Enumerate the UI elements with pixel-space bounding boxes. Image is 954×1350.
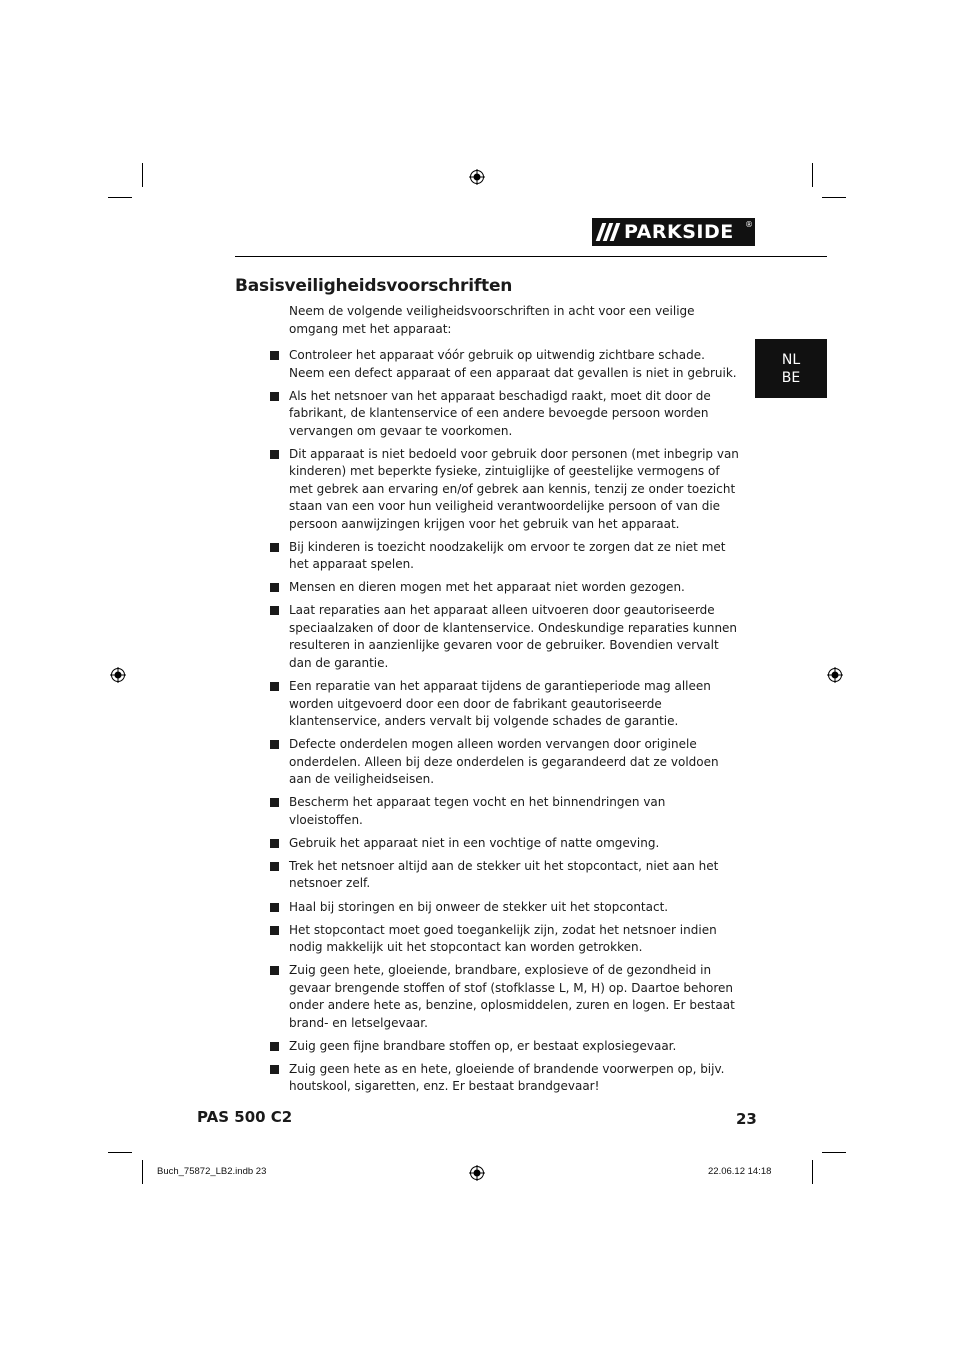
square-bullet-icon [270, 450, 279, 459]
list-item [270, 388, 740, 441]
registration-mark-icon [469, 1165, 485, 1181]
list-item-text: Bij kinderen is toezicht noodzakelijk om ervoor te zorgen dat ze niet met het apparaat spelen. [289, 539, 726, 572]
list-item-text: Zuig geen fijne brandbare stoffen op, er bestaat explosiegevaar. [289, 1038, 677, 1053]
list-item-text: Een reparatie van het apparaat tijdens de garantieperiode mag alleen worden uitgevoerd door een door de fabrikant geautoriseerde klantenservice, anders vervalt bij volgende schades de garantie. [289, 679, 711, 729]
square-bullet-icon [270, 682, 279, 691]
language-code-nl: NL [781, 351, 801, 368]
header-rule [235, 256, 827, 257]
language-tab [755, 339, 827, 398]
list-item-text: Haal bij storingen en bij onweer de stekker uit het stopcontact. [289, 899, 669, 914]
square-bullet-icon [270, 966, 279, 975]
list-item [270, 1038, 740, 1056]
square-bullet-icon [270, 1065, 279, 1074]
crop-mark [108, 1152, 132, 1153]
crop-mark [812, 1160, 813, 1184]
list-item-text: Laat reparaties aan het apparaat alleen uitvoeren door geautoriseerde speciaalzaken of door de klantenservice. Ondeskundige reparaties kunnen resulteren in aanzienlijke gevaren voor de gebruiker. Bovendien vervalt dan de garantie. [289, 603, 738, 670]
square-bullet-icon [270, 862, 279, 871]
crop-mark [812, 163, 813, 187]
list-item [270, 347, 740, 382]
list-item-text: Bescherm het apparaat tegen vocht en het binnendringen van vloeistoffen. [289, 795, 666, 827]
square-bullet-icon [270, 606, 279, 615]
list-item [270, 446, 740, 534]
square-bullet-icon [270, 926, 279, 935]
list-item-text: Het stopcontact moet goed toegankelijk zijn, zodat het netsnoer indien nodig makkelijk uit het stopcontact kan worden getrokken. [289, 922, 717, 955]
square-bullet-icon [270, 351, 279, 360]
list-item-text: Zuig geen hete, gloeiende, brandbare, explosieve of de gezondheid in gevaar brengende stoffen of stof (stofklasse L, M, H) op. Daartoe behoren onder andere hete as, benzine, oplosmiddelen, zuren en logen. Er bestaat brand- en letselgevaar. [289, 963, 735, 1030]
crop-mark [142, 1160, 143, 1184]
list-item-text: Trek het netsnoer altijd aan de stekker uit het stopcontact, niet aan het netsnoer zelf. [289, 858, 719, 891]
list-item-text: Zuig geen hete as en hete, gloeiende of brandende voorwerpen op, bijv. houtskool, sigaretten, enz. Er bestaat brandgevaar! [289, 1061, 725, 1094]
slug-file: Buch_75872_LB2.indb 23 [157, 1166, 267, 1177]
square-bullet-icon [270, 740, 279, 749]
list-item [270, 858, 740, 893]
list-item [270, 835, 740, 853]
list-item [270, 1061, 740, 1096]
brand-name: PARKSIDE [624, 221, 734, 243]
square-bullet-icon [270, 1042, 279, 1051]
list-item-text: Dit apparaat is niet bedoeld voor gebruik door personen (met inbegrip van kinderen) met beperkte fysieke, zintuiglijke of geestelijke vermogens of met gebrek aan ervaring en/of gebrek aan kennis, tenzij ze onder toezicht staan van een voor hun veiligheid verantwoordelijke persoon of van die persoon aanwijzingen krijgen voor het gebruik van het apparaat. [289, 446, 739, 531]
crop-mark [142, 163, 143, 187]
registration-mark-icon [110, 667, 126, 683]
intro-paragraph: Neem de volgende veiligheidsvoorschriften in acht voor een veilige omgang met het apparaat: [289, 304, 695, 336]
footer-model: PAS 500 C2 [197, 1108, 293, 1126]
square-bullet-icon [270, 543, 279, 552]
slug-datetime: 22.06.12 14:18 [708, 1166, 772, 1177]
square-bullet-icon [270, 903, 279, 912]
page-number: 23 [736, 1110, 757, 1128]
language-code-be: BE [781, 369, 801, 386]
square-bullet-icon [270, 392, 279, 401]
list-item [270, 579, 740, 597]
list-item [270, 678, 740, 731]
registration-mark-icon [827, 667, 843, 683]
list-item [270, 602, 740, 672]
list-item [270, 794, 740, 829]
list-item [270, 736, 740, 789]
registration-mark-icon [469, 169, 485, 185]
square-bullet-icon [270, 798, 279, 807]
crop-mark [108, 197, 132, 198]
registered-mark: ® [745, 220, 753, 229]
crop-mark [822, 1152, 846, 1153]
square-bullet-icon [270, 583, 279, 592]
list-item [270, 899, 740, 917]
page-title: Basisveiligheidsvoorschriften [235, 276, 513, 296]
list-item [270, 962, 740, 1032]
list-item-text: Controleer het apparaat vóór gebruik op uitwendig zichtbare schade. Neem een defect apparaat of een apparaat dat gevallen is niet in gebruik. [289, 348, 737, 380]
safety-list [270, 347, 740, 1102]
logo-slashes-icon [592, 218, 622, 246]
square-bullet-icon [270, 839, 279, 848]
crop-mark [822, 197, 846, 198]
parkside-logo [592, 218, 755, 246]
list-item-text: Als het netsnoer van het apparaat beschadigd raakt, moet dit door de fabrikant, de klantenservice of een andere bevoegde persoon worden vervangen om gevaar te voorkomen. [289, 388, 711, 438]
list-item-text: Gebruik het apparaat niet in een vochtige of natte omgeving. [289, 835, 660, 850]
list-item-text: Mensen en dieren mogen met het apparaat niet worden gezogen. [289, 580, 685, 595]
list-item-text: Defecte onderdelen mogen alleen worden vervangen door originele onderdelen. Alleen bij deze onderdelen is gegarandeerd dat ze voldoen aan de veiligheidseisen. [289, 737, 719, 787]
list-item [270, 539, 740, 574]
list-item [270, 922, 740, 957]
